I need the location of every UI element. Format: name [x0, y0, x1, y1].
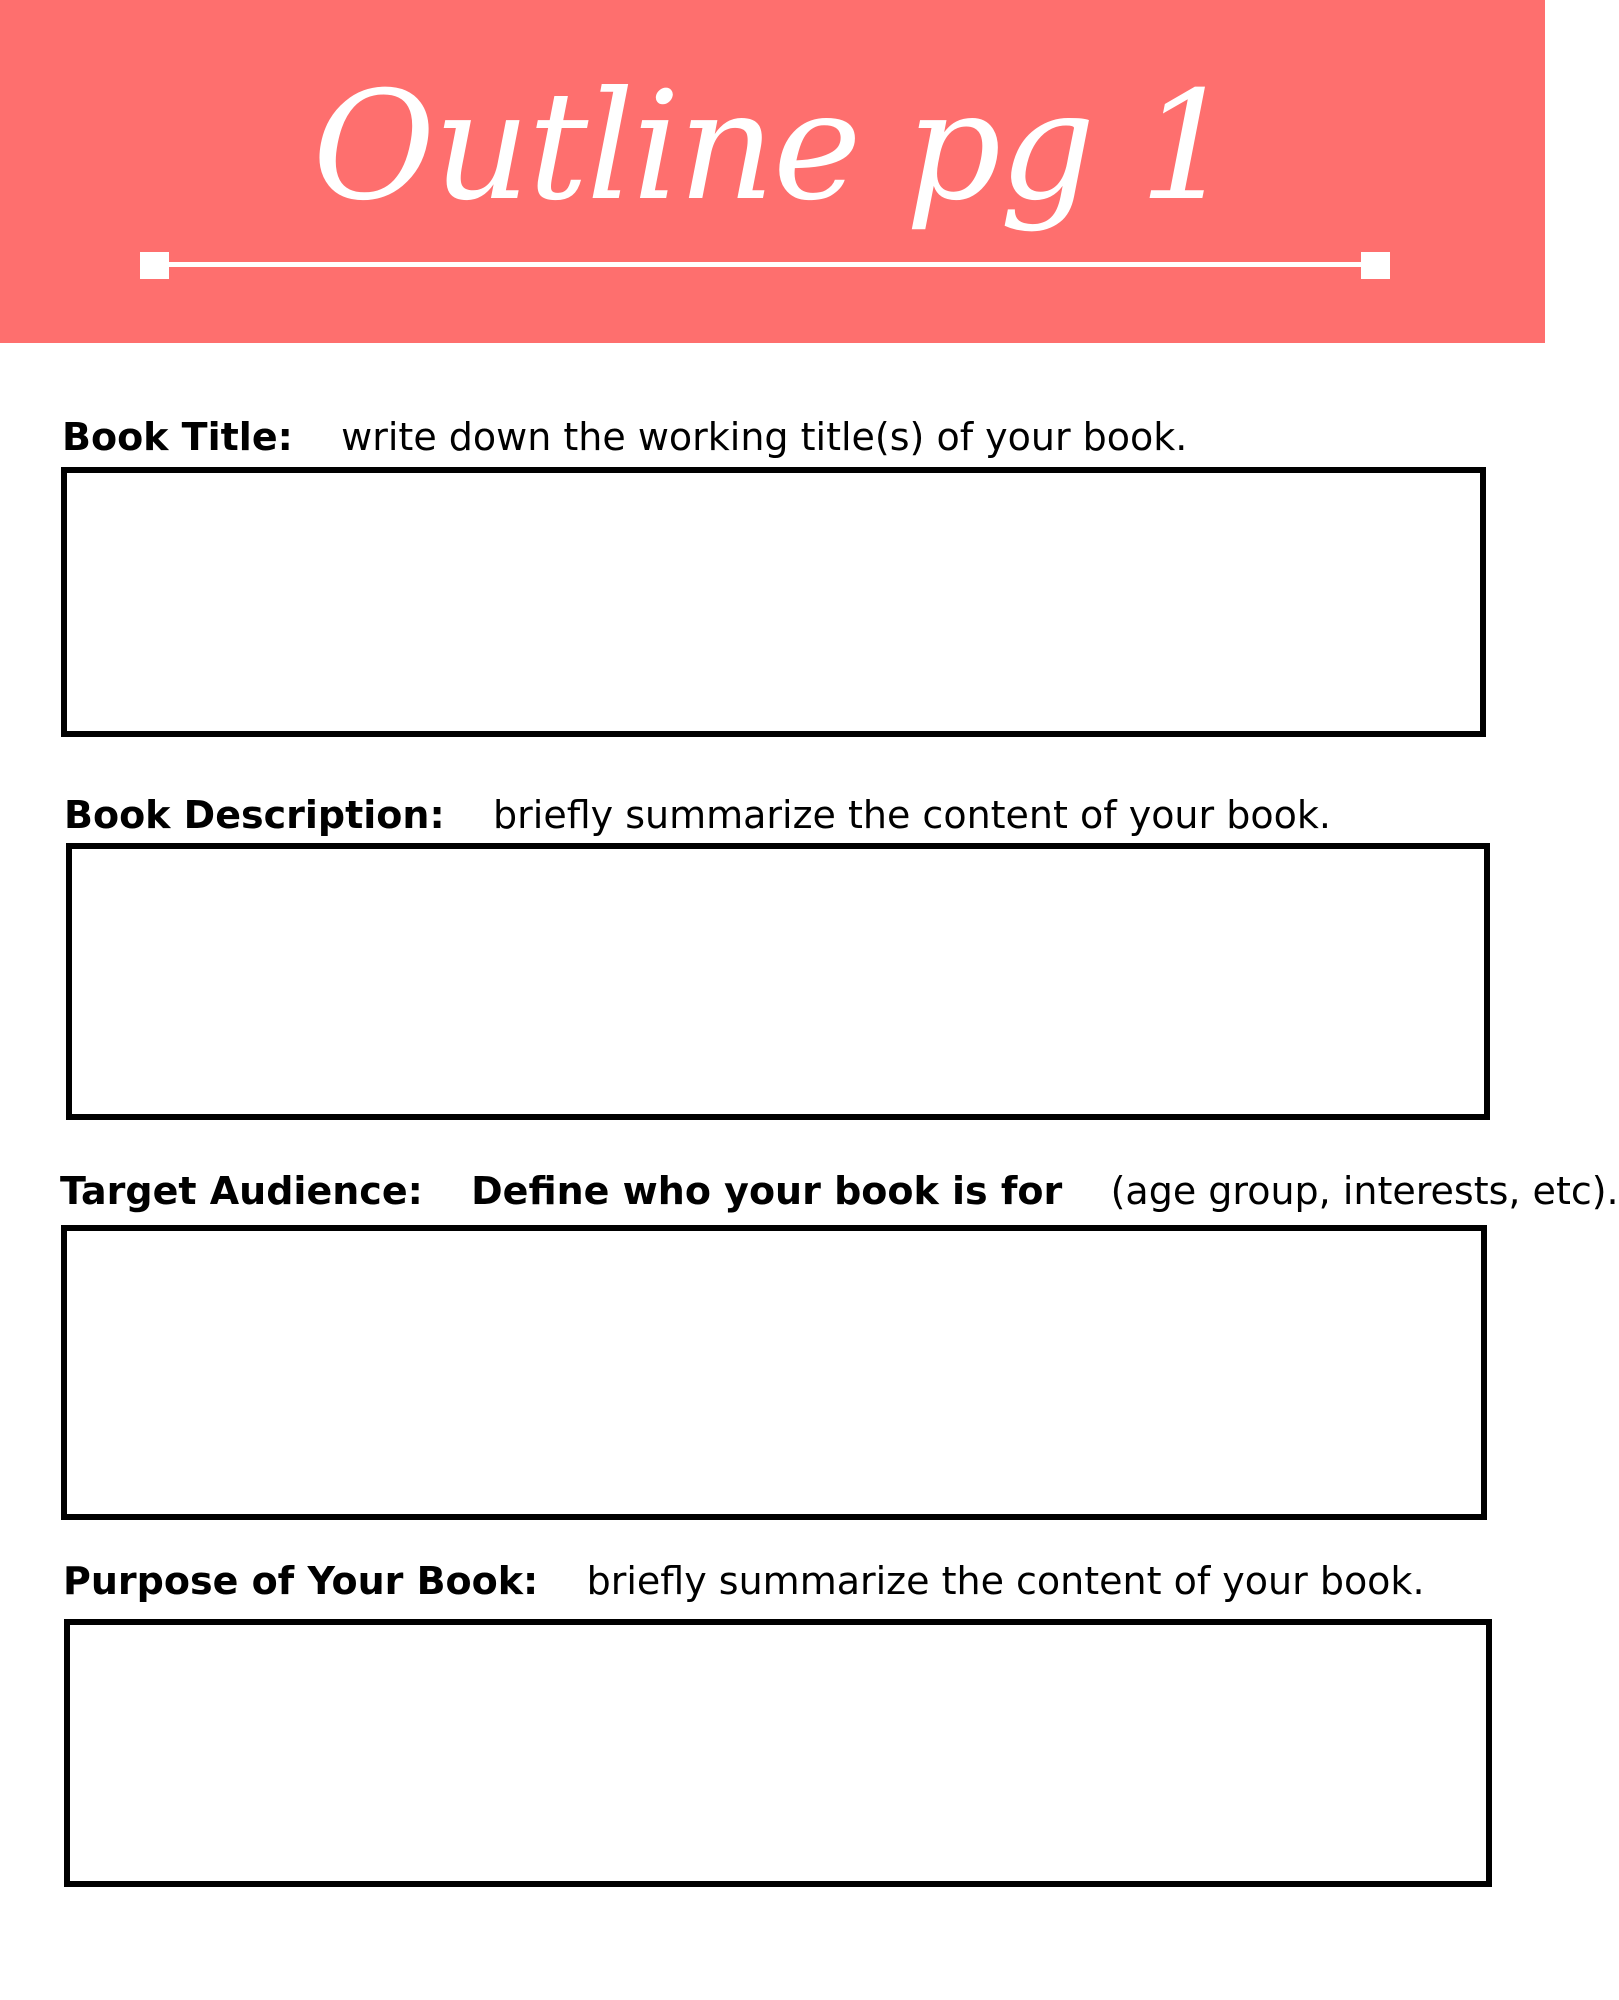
book-title-label: Book Title:	[62, 415, 293, 459]
book-title-description: write down the working title(s) of your book.	[341, 415, 1188, 459]
purpose-description: briefly summarize the content of your book.	[586, 1559, 1425, 1603]
divider-right-cap	[1361, 252, 1390, 279]
book-description-description: briefly summarize the content of your book.	[493, 793, 1331, 837]
divider-left-cap	[140, 252, 169, 279]
book-description-answer-box[interactable]	[66, 843, 1490, 1120]
book-description-label-row	[64, 793, 1331, 837]
target-audience-answer-box[interactable]	[61, 1225, 1487, 1520]
target-audience-label: Target Audience:	[60, 1169, 423, 1213]
purpose-label: Purpose of Your Book:	[63, 1559, 539, 1603]
book-description-label: Book Description:	[64, 793, 445, 837]
purpose-label-row	[63, 1559, 1425, 1603]
target-audience-description: (age group, interests, etc).	[1110, 1169, 1619, 1213]
target-audience-label-row	[60, 1169, 1619, 1213]
page-title: Outline pg 1	[312, 60, 1233, 234]
book-title-answer-box[interactable]	[61, 467, 1486, 737]
target-audience-prompt: Define who your book is for	[471, 1169, 1063, 1213]
title-divider	[140, 250, 1390, 280]
book-title-label-row	[62, 415, 1188, 459]
header-banner	[0, 0, 1545, 343]
divider-line	[152, 262, 1378, 267]
purpose-answer-box[interactable]	[64, 1619, 1492, 1887]
